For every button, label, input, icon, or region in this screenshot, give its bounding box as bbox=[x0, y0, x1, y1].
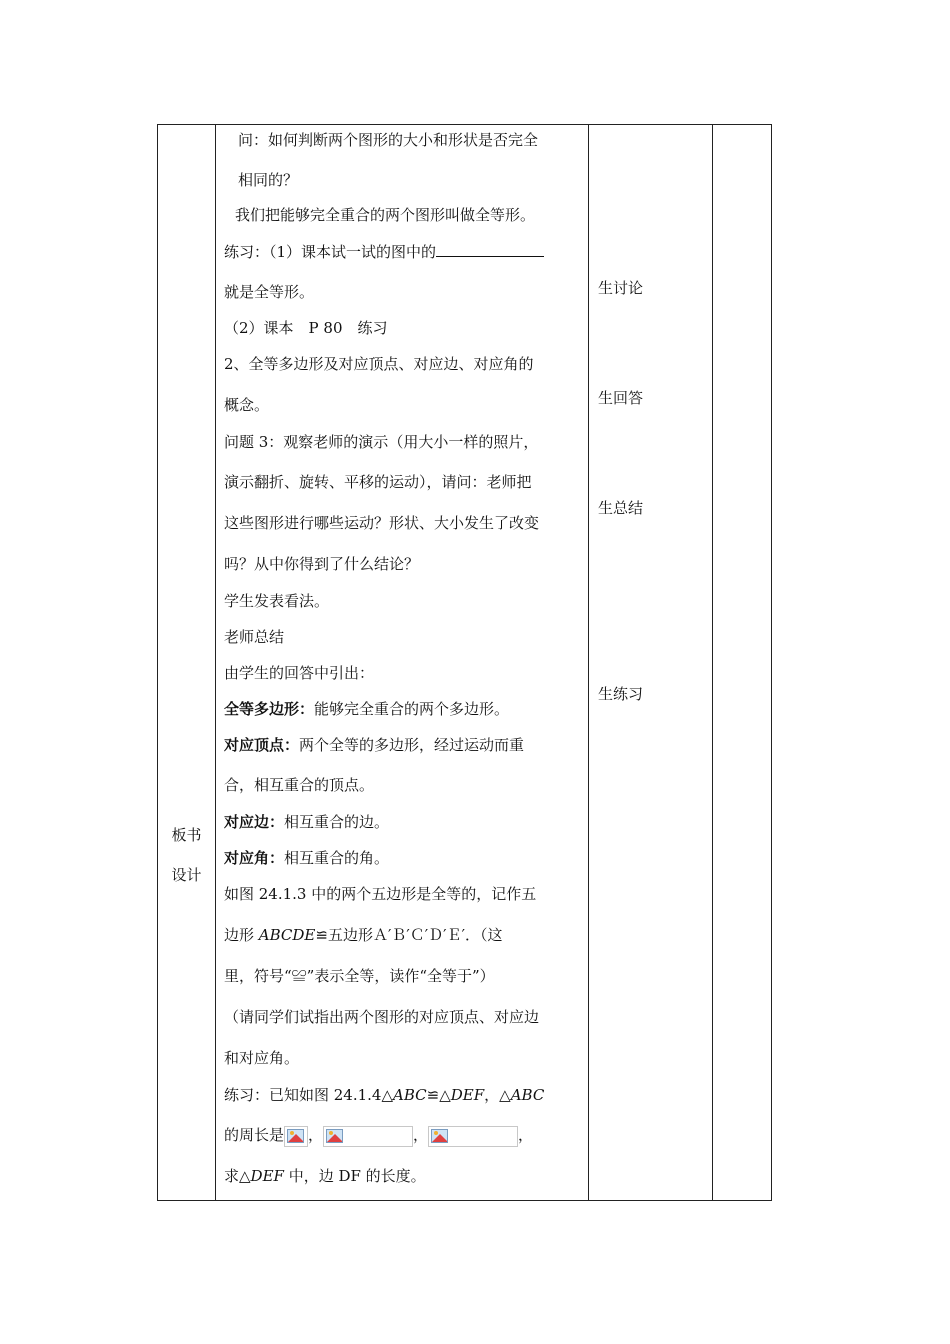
fill-blank bbox=[436, 242, 544, 257]
image-placeholder-icon bbox=[323, 1126, 413, 1147]
text-line: 练习：（1）课本试一试的图中的 bbox=[224, 242, 544, 262]
column-divider bbox=[588, 125, 589, 1200]
column-divider bbox=[712, 125, 713, 1200]
definition-line: 对应边：相互重合的边。 bbox=[224, 813, 390, 831]
text-line: 合，相互重合的顶点。 bbox=[224, 776, 375, 794]
text-line: 里，符号“≌”表示全等，读作“全等于”） bbox=[224, 967, 495, 985]
role-label: 生回答 bbox=[598, 389, 644, 407]
text-line: 问题 3：观察老师的演示（用大小一样的照片， bbox=[224, 433, 539, 451]
text-line: 的周长是 ， ， ， bbox=[224, 1125, 533, 1147]
text-line: 老师总结 bbox=[224, 628, 285, 646]
text-line: 练习：已知如图 24.1.4△ABC≌△DEF，△ABC bbox=[224, 1086, 545, 1104]
role-label: 生总结 bbox=[598, 499, 644, 517]
lesson-table bbox=[157, 124, 772, 1201]
text-line: 演示翻折、旋转、平移的运动），请问：老师把 bbox=[224, 473, 532, 491]
text-line: 概念。 bbox=[224, 396, 270, 414]
image-placeholder-icon bbox=[284, 1126, 308, 1147]
text-line: （2）课本 P 80 练习 bbox=[224, 319, 388, 337]
text-line: 吗？从中你得到了什么结论？ bbox=[224, 555, 420, 573]
definition-line: 对应顶点：两个全等的多边形，经过运动而重 bbox=[224, 736, 525, 754]
text-line: 求△DEF 中，边 DF 的长度。 bbox=[224, 1167, 426, 1185]
text-line: 相同的？ bbox=[238, 171, 299, 189]
text-line: 边形 ABCDE≌五边形Ａ′Ｂ′Ｃ′Ｄ′Ｅ′．（这 bbox=[224, 926, 503, 944]
definition-line: 全等多边形：能够完全重合的两个多边形。 bbox=[224, 700, 510, 718]
text-line: 就是全等形。 bbox=[224, 283, 315, 301]
role-label: 生练习 bbox=[598, 685, 644, 703]
text-line: 学生发表看法。 bbox=[224, 592, 330, 610]
column-divider bbox=[215, 125, 216, 1200]
text-line: 2、全等多边形及对应顶点、对应边、对应角的 bbox=[224, 355, 534, 373]
role-label: 生讨论 bbox=[598, 279, 644, 297]
text-line: 和对应角。 bbox=[224, 1049, 300, 1067]
board-design-label: 板书 设计 bbox=[171, 826, 202, 884]
text-line: 这些图形进行哪些运动？形状、大小发生了改变 bbox=[224, 514, 540, 532]
text-line: 问：如何判断两个图形的大小和形状是否完全 bbox=[238, 131, 539, 149]
image-placeholder-icon bbox=[428, 1126, 518, 1147]
text-line: 由学生的回答中引出： bbox=[224, 664, 375, 682]
definition-line: 对应角：相互重合的角。 bbox=[224, 849, 390, 867]
text-line: （请同学们试指出两个图形的对应顶点、对应边 bbox=[224, 1008, 540, 1026]
text-line: 如图 24.1.3 中的两个五边形是全等的，记作五 bbox=[224, 885, 537, 903]
text-line: 我们把能够完全重合的两个图形叫做全等形。 bbox=[235, 206, 536, 224]
